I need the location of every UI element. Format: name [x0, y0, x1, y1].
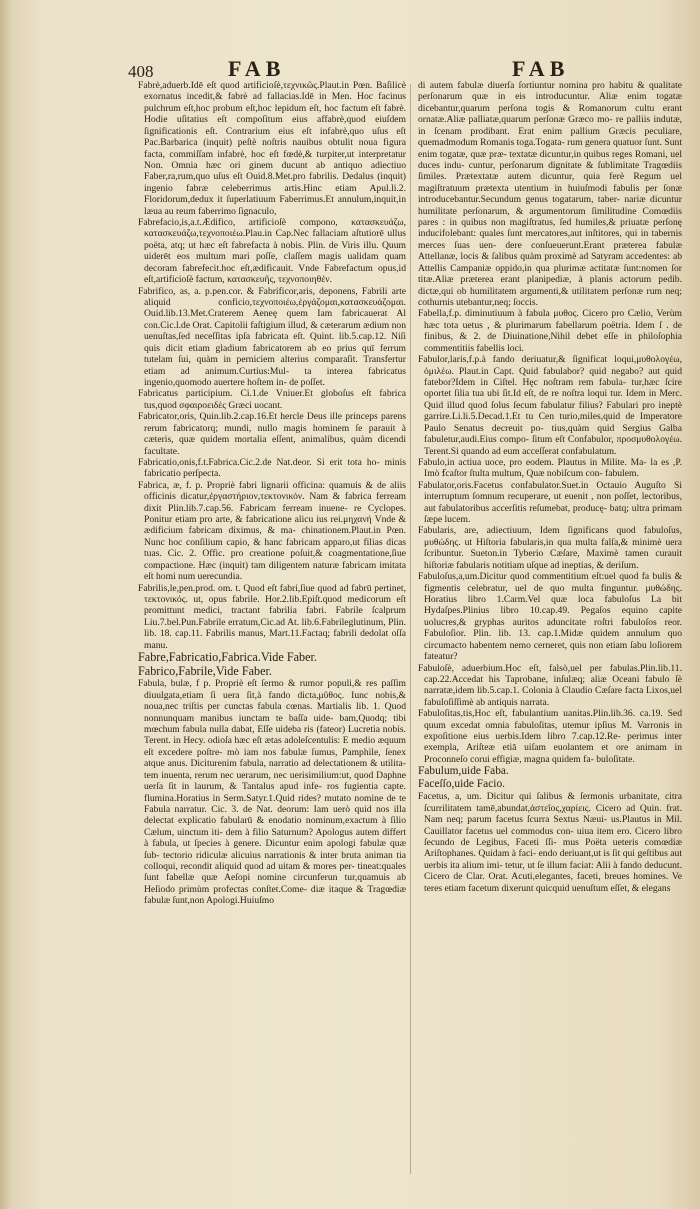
- entry-fabrica: Fabrica, æ, f. p. Propriè fabri lignarii officina: quamuis & de aliis officinis dicatur,ἐργαστήριον,τεκτονικόν. Nam & fabrica ferream dixit Plin.lib.7.cap.56. Fabricam ferream inuene- re Cyclopes. Ponitur etiam pro arte, & fabricatione alicu ius rei.μηχανή Vnde & ædificium fabricam diximus, & ma- chinationem.Plaut.in Pœn. Nunc hoc conſilium capio, & hanc fabricam apparo,ut filias dicas tuas. Cic. 2. Offic. pro creatione poſuit,& coagmentatione,ſiue compactione. Hæc (inquit) tam diligentem naturæ fabricam imitata eſt homi num uerecundia.: [138, 479, 406, 583]
- entry-fabula-continued: di autem fabulæ diuerſa ſortiuntur nomina pro habitu & qualitate perſonarum quæ in eis introducuntur. Aliæ enim togatæ dicebantur,quarum perſona togis & Romanorum cultu erant ornatæ.Aliæ palliatæ,quarum perſonæ Græco mo- re palliis indutæ, in ſcenam prodibant. Erat enim pallium Græcis peculiare, quemadmodum Romanis toga.Togata- rum genera quatuor ſunt. Sunt enim togatæ, quæ præ- textatæ dicuntur,in quibus reges Romani, uel duces indu- cuntur, perſonarum dignitate & ſublimitate Tragœdiis ſimiles. Prætextatæ autem dicuntur, quia ferè Regum uel magiſtratuum prætexta utentium in huiuſmodi fabulis per ſonæ introducebantur.Secundum genus togatarum, taber- nariæ dicuntur humilitate perſonarum, & argumentorum ſimilitudine Comœdiis pares : in quibus non magiſtratus, ſed humiles,& priuatæ perſonę inducifolebant: quales ſunt mercatores,aut inſtitores, qui in tabernis merces ſuas uen- dere conſueuerunt.Erant præterea fabulæ Attellanæ, locis & ſalibus quàm proximè ad Satyram accedentes: ab Attellis Campaniæ oppido,in qua plurimæ actitatæ ſunt:nomen ſor titæ.Aliæ præterea erant planipediæ, à planis actorum pedib. dictæ,qui ob humilitatem argumenti,& utilitatem perſonæ rum neq; cothurnis utebantur,neq; ſoccis.: [418, 80, 682, 309]
- entry-fabrilis: Fabrilis,le,pen.prod. om. t. Quod eſt fabri,ſiue quod ad fabrū pertinet, τεκτονικός. ut, opus fabrile. Hor.2.lib.Epiſt.quod medicorum eſt promittunt medici, tractant fabrilia fabri. Fabrile ſcalprum Liu.7.bel.Pun.Fabrile erratum,Cic.ad At. lib.6.Fabrileglutinum, Plin. lib. 18. cap.11. Fabrilis manus, Mart.11.Factaq; fabrili dedolat oſſa manu.: [138, 582, 406, 651]
- column-divider: [410, 84, 411, 1174]
- running-head-right: FAB: [512, 56, 570, 81]
- entry-fabulo: Fabulo,in actiua uoce, pro eodem. Plautus in Milite. Ma- la es ,P. Imò ẜcaſtor ſtulta multum, Quæ nobiſcum con- fabulem.: [418, 456, 682, 480]
- crossref-fabulum: Fabulum,uide Faba.: [418, 765, 509, 778]
- entry-fabulosus: Fabuloſus,a,um.Dicitur quod commentitium eſt:uel quod fa bulis & figmentis celebratur, uel de quo multa finguntur. μυθώδης. Horatius libro 1.Carm.Vel quæ loca fabuloſus La bit Hydaſpes.Plinius libro 10.cap.49. Pegaſos equino capite uolucres,& gryphas auritos aduncitate roſtri fabuloſos reor. Fabuloſior. Plin. lib. 13. cap.1.Midæ quidem annulum quo circumacto habentem nemo cerneret, quis non etiam ſabu loſiorem fateatur?: [418, 571, 682, 663]
- entry-facetus: Facetus, a, um. Dicitur qui ſalibus & ſermonis urbanitate, citra ſcurrilitatem tamē,abundat,ἀστεῖος,χαρίεις. Cicero ad Quin. frat. Nam neq; parum facetus ſcurra Sextus Næui- us.Plautus in Mil. Cauillator facetus uel commodus con- uiua item ero. Cicero libro ſecundo de Legibus, Faceti ſſi- mus Poëta ueteris comœdiæ Ariſtophanes. Quidam à faci- endo deriuant,ut is ſit qui geſtibus aut uerbis ita alium imi- tetur, ut ſe illum faciat: Alii à fando deducunt. Cicero de Clar. Orat. Acuti,elegantes, faceti, breues homines. Ve teres etiam facetum dixerunt quicquid uenuſtum eſſet, & elegans: [418, 791, 682, 894]
- crossref-facesso: Faceſſo,uide Facio.: [418, 778, 505, 791]
- entry-fabula: Fabula, bulæ, f p. Propriè eſt ſermo & rumor populi,& res paſſim diuulgata,etiam ſi uera ſit,à fando dicta,μῦθος. Iunc nobis,& noua,nec triſtis per cunctas fabula cœnas. Martialis lib. 1. Quod nonnunquam manibus iunctam te baſſa uide- bam,Quodq; tibi mœchum fabula nulla dabat, Eſſe uideba ris (fateor) Lucretia nobis. Terent. in Hecy. odioſa hæc eſt ætas adoleſcentulis: E medio æquum eſt excedere poſtre- mò iam nos fabulæ ſumus, Pamphile, ſenex atque anus. Diciturenim fabula, narratio ad delectationem & utilita- tem inuenta, rerum nec uerarum, nec uerisimilium:ut, quod Daphne uerſa ſit in laurum, & Tantalus apud infe- ros fugientia capte. flumina.Horatius in Serm.Satyr.1.Quid rides? mutato nomine de te Fabula narratur. Cic. 3. de Nat. deorum: Iam uerò quid nos illa delectat explicatio fabularū & enodatio nominum,exactum à ſilio Cælum, uinctum iti- dem à filio Saturnum? Apologus autem differt à fabula, ut ſpecies à genere. Dicuntur enim apologi fabulæ quæ ſub- tectorio ridiculæ alicuius narrationis & inter bruta animan tia colloqui, recondit aliquid quod ad uitam & mores per- tineat:quales ſunt fabellæ quæ Aeſopi nomine circunferun tur,quamuis ab Heſiodo primùm profectas conſtet.Come- diæ itaque & Tragœdiæ fabulæ ſunt,non Apologi.Huiuſmo: [138, 678, 406, 907]
- entry-fabricatus: Fabricatus participium. Ci.1.de Vniuer.Et globoſus eſt fabrica tus,quod σφαιροειδὲς Græci uocant.: [138, 388, 406, 411]
- entry-fabrifico: Fabrifico, as, a. p.pen.cor. & Fabrificor,aris, deponens, Fabrili arte aliquid conficio,τεχνοποιέω,ἐργάζομαι,κατασκευάζομαι. Ouid.lib.13.Met.Craterem Aeneę quem Iam fabricauerat Al con.Cic.l.de Orat. Capitolii faſtigium illud, & cæterarum ædium non uenuſtas,ſed neceſſitas ipſa fabricata eſt. Quint. lib.5.cap.12. Niſi quis dicit etiam gladium fabricatorem ab eo prius quī ferrum tutelam ſui, quàm in perniciem alterius comparaſit. Transfertur etiam ad animum.Curtius:Mul- ta interea fabricatus ingenio,quomodo auertere hoſtem in- de poſſet.: [138, 285, 406, 388]
- entry-fabulositas: Fabuloſitas,tis,Hoc eſt, fabulantium uanitas.Plin.lib.36. ca.19. Sed quum excedat omnia fabuloſitas, utemur ipſius M. Varronis in expoſitione eius uerbis.Idem libro 7.cap.12.Re- perimus inter exempla, Ariſteæ etiā uiſam euolantem et ore animam in Proconneſo corui effigiæ, magna quidem fa- buloſitate.: [418, 708, 682, 765]
- crossref-fabrico: Fabrico,Fabrile,Vide Faber.: [138, 663, 272, 678]
- left-column: [138, 80, 406, 907]
- running-head-left: FAB: [228, 56, 286, 81]
- crossref-fabre: Fabre,Fabricatio,Fabrica.Vide Faber.: [138, 650, 317, 665]
- entry-fabricator: Fabricator,oris, Quin.lib.2.cap.16.Et hercle Deus ille princeps parens rerum fabricatorq; mundi, nullo magis hominem ſe parauit à cæteris, quæ quidem mortalia eſſent, animalibus, quàm dicendi facultate.: [138, 411, 406, 457]
- right-column: [418, 80, 682, 894]
- entry-fabularis: Fabularis, are, adiectiuum, Idem ſignificans quod fabuloſus, μυθώδης. ut Hiſtoria fabularis,in qua multa falſa,& minimè uera ſcribuntur. Sueton.in Tyberio Cæſare, Maximè tamen curauit hiſtoriæ fabularis notitiam uſque ad ineptias, & deriſum.: [418, 525, 682, 571]
- entry-fabella: Fabella,f.p. diminutiuum à fabula μυθος. Cicero pro Cælio, Verùm hæc tota uetus , & plurimarum fabellarum poëtria. Idem ſ . de finibus, & 2. de Diuinatione,Nihil debet eſſe in philoſophia commentitiis fabellis loci.: [418, 308, 682, 354]
- page-number: 408: [128, 62, 154, 81]
- entry-fabulor: Fabulor,laris,f.p.à fando deriuatur,& ſignificat loqui,μυθολογέω, ὁμιλέω. Plaut.in Capt. Quid fabulabor? quid negabo? aut quid fatebor?Idem in Ciſtel. Hęc noſtram rem fabula- tur,hæc ſcire oportet ſilia tua ubi ſit.Id eſt, de re noſtra loqui tur. Idem in Merc. Quid illud quod ſolus ſecum fabulatur filius? Fabulari pro ineptè garrire.Li.li.5.Decad.1.Et tu Cen turio,miles,quid de Imperatore Paulo Senatus decreuit po- tius,quàm quid Sergius Galba fabuletur,audi.Eius compo- ſitum eſt Confabulor, προσμυθολογέω. Terent.Si quando ad eum acceſſerat confabulatum.: [418, 354, 682, 457]
- entry-fabulose: Fabuloſè, aduerbium.Hoc eſt, falsò,uel per fabulas.Plin.lib.11. cap.22.Accedat his Taprobane, inſulæq; aliæ Oceani fabulo ſè narratæ,idem lib.5.cap.1. Colonia à Claudio Cæſare facta Lixos,uel fabuloſiſſimè ab antiquis narrata.: [418, 662, 682, 708]
- entry-fabricatio: Fabricatio,onis,f.t.Fabrica.Cic.2.de Nat.deor. Si erit tota ho- minis fabricatio perſpecta.: [138, 456, 406, 480]
- entry-fabre: Fabrè,aduerb.Idē eſt quod artificioſè,τεχνικῶς.Plaut.in Pœn. Baſilicè exornatus incedit,& fabrè ad fallacias.Idē in Men. Hoc facinus pulchrum eſt,hoc probum eſt,hoc lepidum eſt, hoc factum eſt fabrè. Hodie uſitatius eſt compoſitum eius affabrè,quod eiuſdem ſignificationis eſt. Contrarium eius eſt infabrè,quo uſus eſt Pac.Barbarica (inquit) peſtè noſtris nauibus obtulit noua figura facta, commiſſam infabrè, hoc eſt fœdè,& turpiter,ut interpretatur Non. Omnia hæc ori ginem ducunt ab antiquo adiectiuo Faber,ra,rum,quo uſus eſt Ouid.8.Met.pro fabrilis. Dedalus (inquit) ingenio fabræ celeberrimus artis.Hinc etiam Apul.li.2. Floridorum,dedux it ſuperlatiuum Faberrimus.Et annulum,inquit,in læua au reum faberrimo ſignaculo,: [138, 80, 406, 217]
- entry-fabrefacio: Fabrefacio,is,a.t.Ædifico, artificioſè compono, κατασκευάζω, κατασκευάζω,τεχνοποιέω.Plau.in Cap.Nec fallaciam aſtutiorē ullus poëta, atq; ut hæc eſt fabrefacta à nobis. Plin. de Viris illu. Quum uiderēt eos multum mari poſſe, claſſem magis ualidam quam decoram fabrefecit.hoc eſt,ædificauit. Vnde Fabrefactum opus,id eſt,artificioſè factum, κατασκευῆς, τεχνοποιηθέν.: [138, 217, 406, 286]
- page-gutter-shadow: [0, 0, 12, 1209]
- entry-fabulator: Fabulator,oris.Facetus confabulator.Suet.in Octauio Auguſto Si interruptum ſomnum recuperare, ut euenit , non poſſet, lectoribus, aut fabulatoribus accerſitis reſumebat, producę- batq; ultra primam ſæpe lucem.: [418, 479, 682, 526]
